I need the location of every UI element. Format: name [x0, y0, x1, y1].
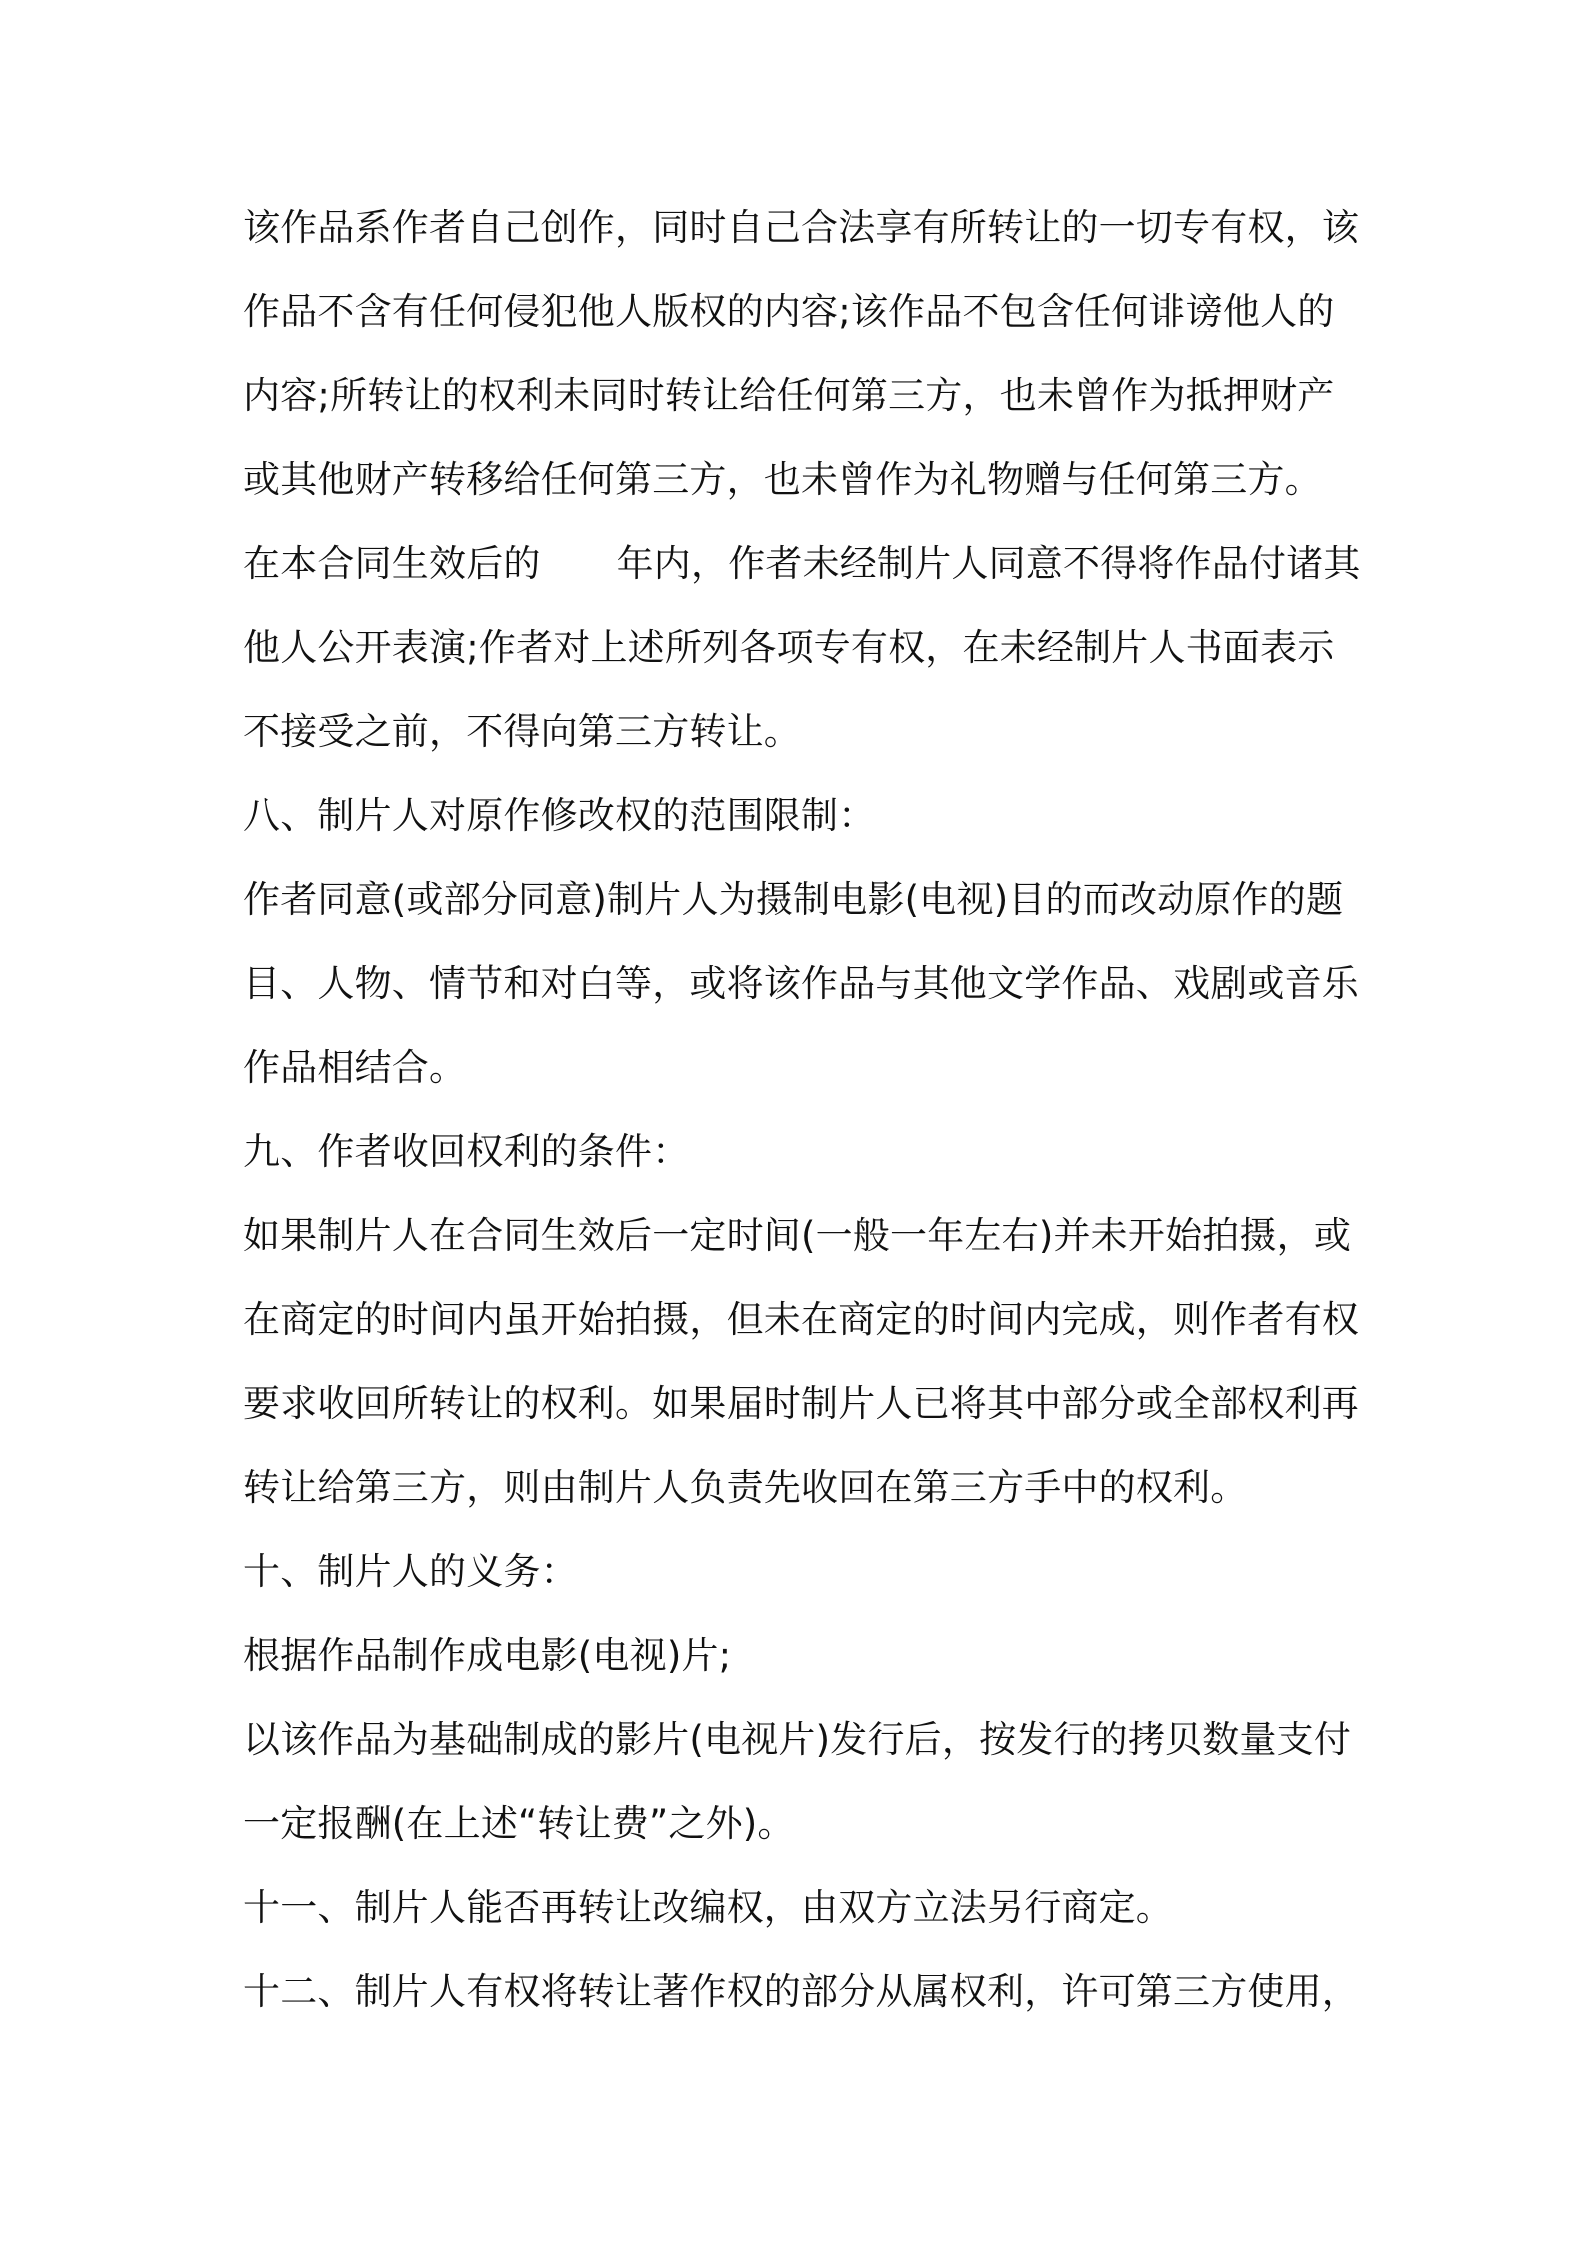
text-line-2: 作品不含有任何侵犯他人版权的内容;该作品不包含任何诽谤他人的 [243, 290, 1335, 333]
text-line-3: 内容;所转让的权利未同时转让给任何第三方，也未曾作为抵押财产 [243, 374, 1335, 417]
text-line-16: 转让给第三方，则由制片人负责先收回在第三方手中的权利。 [243, 1466, 1248, 1509]
text-line-6: 他人公开表演;作者对上述所列各项专有权，在未经制片人书面表示 [243, 626, 1335, 669]
text-line-15: 要求收回所转让的权利。如果届时制片人已将其中部分或全部权利再 [243, 1382, 1359, 1425]
text-line-5 [243, 532, 1363, 596]
text-line-20: 一定报酬(在上述“转让费”之外)。 [243, 1802, 795, 1845]
section-heading-10: 十、制片人的义务： [243, 1550, 578, 1593]
text-line-10: 目、人物、情节和对白等，或将该作品与其他文学作品、戏剧或音乐 [243, 962, 1359, 1005]
text-line-14: 在商定的时间内虽开始拍摄，但未在商定的时间内完成，则作者有权 [243, 1298, 1359, 1341]
text-line-7: 不接受之前，不得向第三方转让。 [243, 710, 801, 753]
section-heading-9: 九、作者收回权利的条件： [243, 1130, 690, 1173]
text-line-5-after-blank: 年内，作者未经制片人同意不得将作品付诸其 [616, 542, 1361, 585]
text-line-18: 根据作品制作成电影(电视)片; [243, 1634, 732, 1677]
text-line-5-before-blank: 在本合同生效后的 [243, 542, 541, 585]
text-line-9: 作者同意(或部分同意)制片人为摄制电影(电视)目的而改动原作的题 [243, 878, 1344, 921]
text-line-19: 以该作品为基础制成的影片(电视片)发行后，按发行的拷贝数量支付 [243, 1718, 1352, 1761]
text-line-13: 如果制片人在合同生效后一定时间(一般一年左右)并未开始拍摄，或 [243, 1214, 1352, 1257]
section-heading-11: 十一、制片人能否再转让改编权，由双方立法另行商定。 [243, 1886, 1173, 1929]
section-heading-8: 八、制片人对原作修改权的范围限制： [243, 794, 876, 837]
text-line-4: 或其他财产转移给任何第三方，也未曾作为礼物赠与任何第三方。 [243, 458, 1322, 501]
text-line-11: 作品相结合。 [243, 1046, 467, 1089]
text-line-1: 该作品系作者自己创作，同时自己合法享有所转让的一切专有权，该 [243, 206, 1359, 249]
section-heading-12: 十二、制片人有权将转让著作权的部分从属权利，许可第三方使用， [243, 1970, 1359, 2013]
